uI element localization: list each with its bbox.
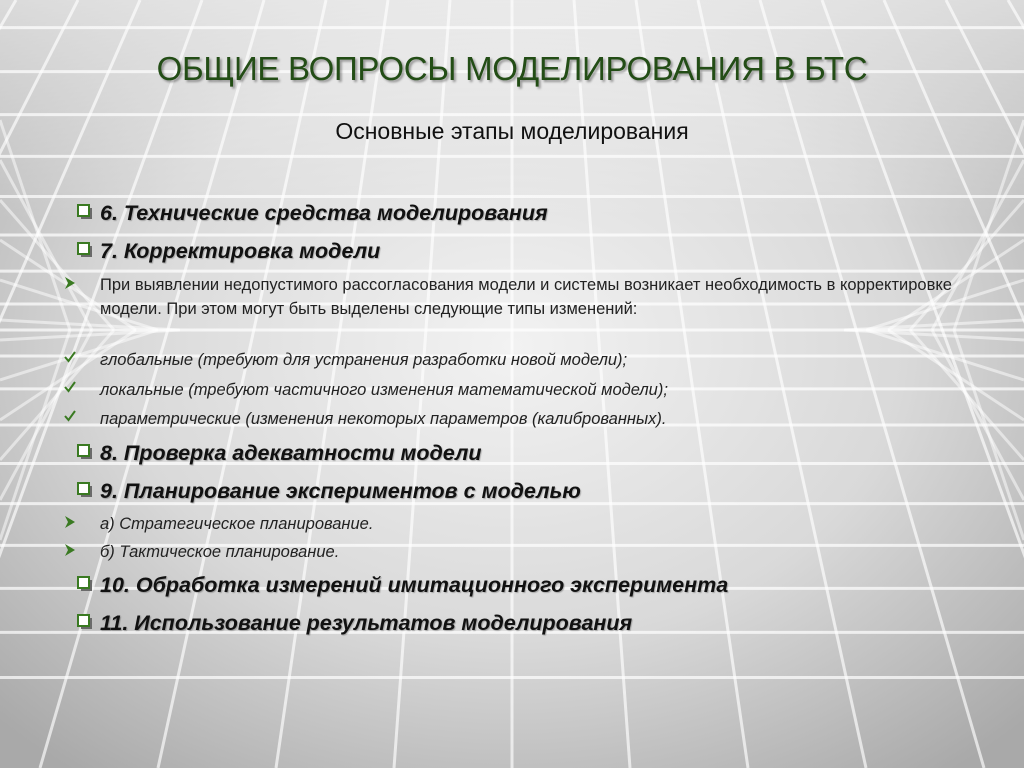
list-item: параметрические (изменения некоторых параметров (калиброванных). bbox=[100, 407, 960, 431]
list-item: 8. Проверка адекватности модели bbox=[100, 441, 960, 466]
arrow-bullet-icon bbox=[63, 515, 77, 529]
list-item: а) Стратегическое планирование. bbox=[100, 512, 960, 536]
list-item: 11. Использование результатов моделирования bbox=[100, 611, 960, 636]
list-item: б) Тактическое планирование. bbox=[100, 540, 960, 564]
arrow-bullet-icon bbox=[63, 543, 77, 557]
list-item: 10. Обработка измерений имитационного эксперимента bbox=[100, 573, 960, 598]
list-item: глобальные (требуют для устранения разработки новой модели); bbox=[100, 348, 960, 372]
list-item: 7. Корректировка модели bbox=[100, 239, 960, 264]
list-item: При выявлении недопустимого рассогласования модели и системы возникает необходимость в корректировке модели. При этом могут быть выделены следующие типы изменений: bbox=[100, 273, 960, 321]
slide-subtitle: Основные этапы моделирования bbox=[335, 118, 689, 144]
square-checkbox-icon bbox=[77, 242, 93, 258]
list-item: 9. Планирование экспериментов с моделью bbox=[100, 479, 960, 504]
list-item: 6. Технические средства моделирования bbox=[100, 201, 960, 226]
checkmark-icon bbox=[63, 409, 77, 423]
checkmark-icon bbox=[63, 350, 77, 364]
square-checkbox-icon bbox=[77, 614, 93, 630]
square-checkbox-icon bbox=[77, 204, 93, 220]
square-checkbox-icon bbox=[77, 576, 93, 592]
list-item: локальные (требуют частичного изменения математической модели); bbox=[100, 378, 960, 402]
checkmark-icon bbox=[63, 380, 77, 394]
square-checkbox-icon bbox=[77, 444, 93, 460]
square-checkbox-icon bbox=[77, 482, 93, 498]
slide-title: ОБЩИЕ ВОПРОСЫ МОДЕЛИРОВАНИЯ В БТС bbox=[156, 50, 868, 87]
arrow-bullet-icon bbox=[63, 276, 77, 290]
